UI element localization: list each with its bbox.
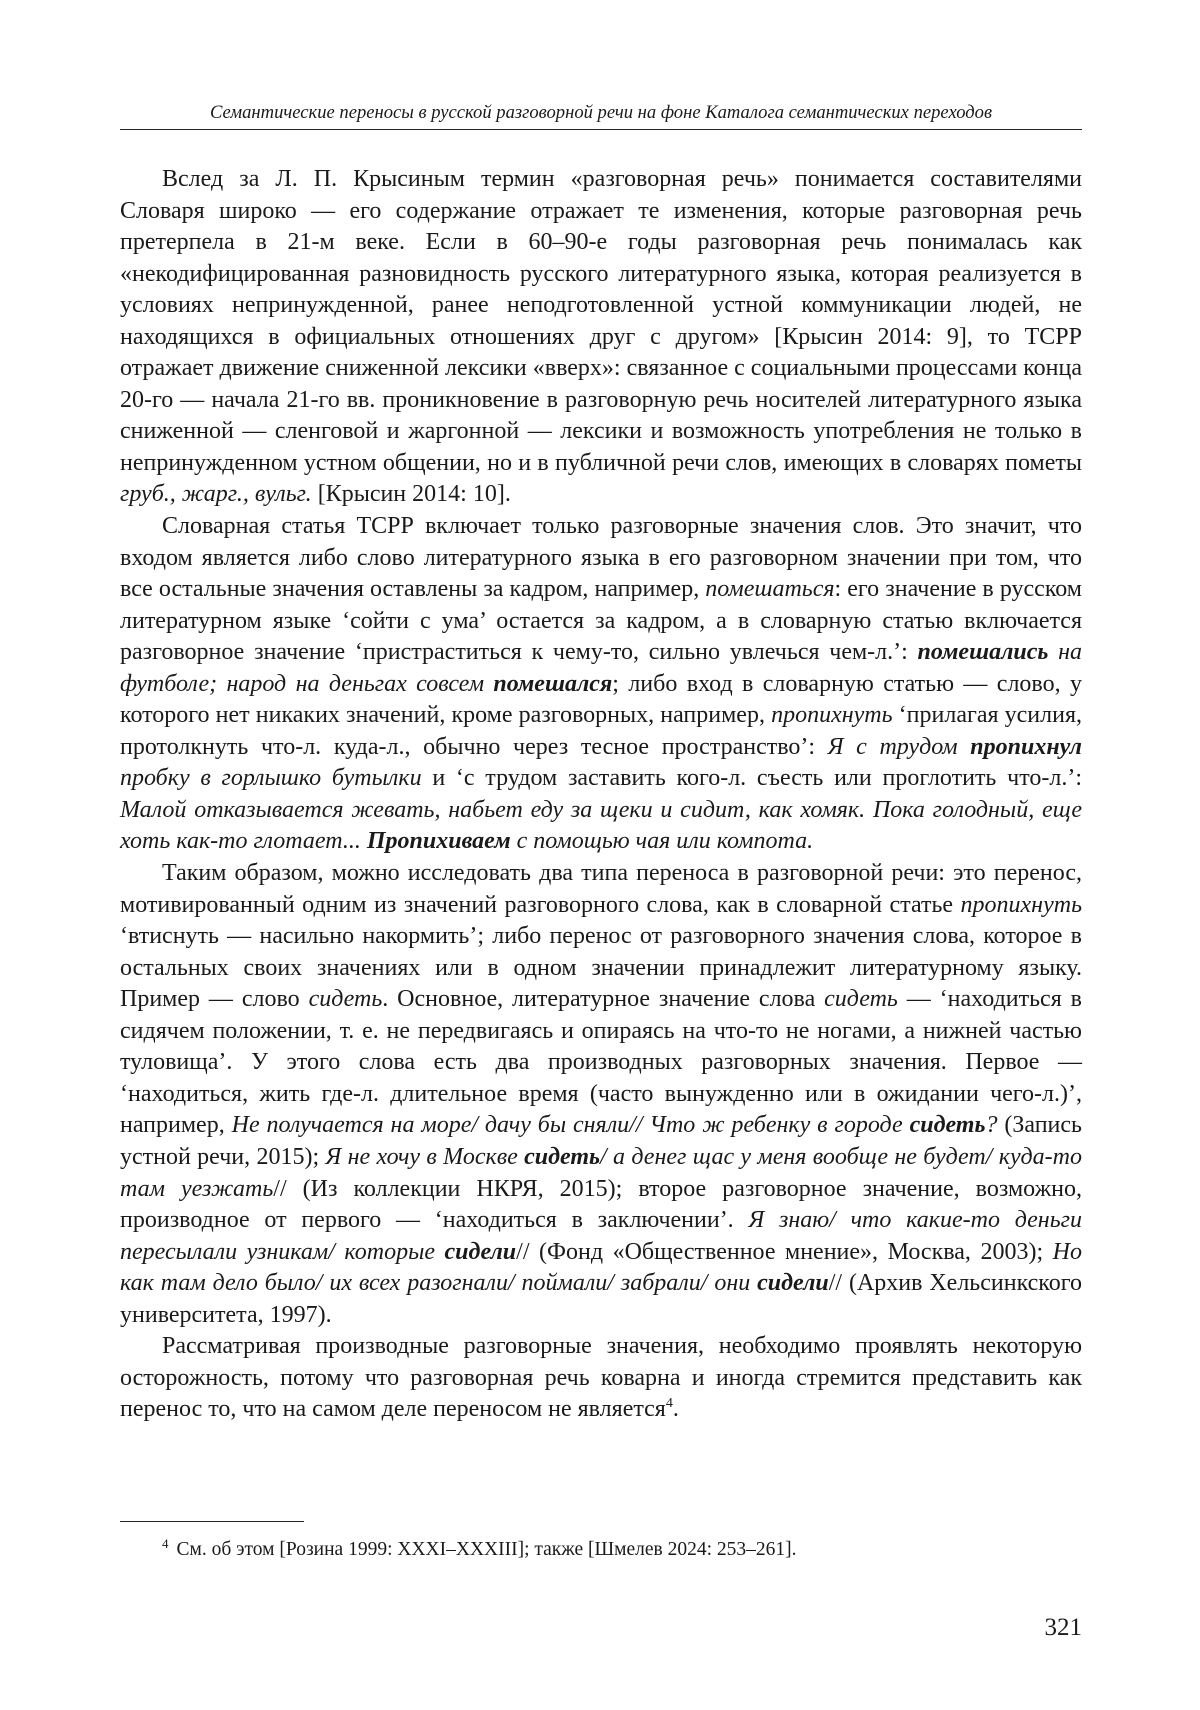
- text-run: сидеть: [824, 986, 898, 1013]
- body-text: [120, 164, 1082, 1426]
- text-run: (Запись устной речи, 2015);: [120, 1112, 1082, 1170]
- text-run: пробку в горлышко бутылки: [120, 765, 422, 792]
- footnote-text: См. об этом [Розина 1999: XXXI–XXXIII]; также [Шмелев 2024: 253–261].: [176, 1539, 797, 1560]
- text-run: : его значение в русском литературном языке ‘сойти с ума’ остается за кадром, а в словарную статью включается разговорное значение ‘пристраститься к чему-то, сильно увлечься чем-л.’:: [120, 576, 1082, 666]
- text-run: с помощью чая или компота.: [510, 828, 814, 855]
- paragraph: [120, 164, 1082, 511]
- text-run: сидели: [757, 1270, 829, 1297]
- text-run: Малой отказывается жевать, набьет еду за щеки и сидит, как хомяк. Пока голодный, еще хоть как-то глотает...: [120, 796, 1082, 855]
- page-number: 321: [1044, 1614, 1082, 1641]
- text-run: пропихнуть: [771, 702, 893, 729]
- text-run: ‘прилагая усилия, протолкнуть что-л. куда-л., обычно через тесное пространство’:: [120, 702, 1082, 760]
- footnote-reference: 4: [665, 1396, 673, 1412]
- text-run: сидеть: [308, 986, 383, 1013]
- text-run: // (Фонд «Общественное мнение», Москва, 2003);: [516, 1238, 1053, 1265]
- text-run: сидеть: [524, 1143, 601, 1170]
- text-run: пропихнул: [970, 733, 1082, 760]
- text-run: — ‘находиться в сидячем положении, т. е. не передвигаясь и опираясь на что-то не ногами, а нижней частью туловища’. У этого слова есть два производных разговорных значения. Первое — ‘находиться, жить где-л. длительное время (часто вынужденно или в ожидании чего-л.)’, например,: [120, 986, 1082, 1139]
- text-run: помешались: [917, 639, 1049, 666]
- footnote-divider: [120, 1521, 304, 1522]
- text-run: . Основное, литературное значение слова: [382, 986, 825, 1013]
- text-run: ‘втиснуть — насильно накормить’; либо перенос от разговорного значения слова, которое в остальных своих значениях или в одном значении принадлежит литературному языку. Пример — слово: [120, 923, 1082, 1013]
- text-run: // (Архив Хельсинкского университета, 1997).: [120, 1270, 1082, 1328]
- text-run: / а денег щас у меня вообще не будет/ куда-то там уезжать: [120, 1143, 1083, 1202]
- text-run: Я с трудом: [827, 733, 971, 760]
- paragraph: [120, 858, 1082, 1331]
- text-run: сидеть: [909, 1112, 986, 1139]
- text-run: Таким образом, можно исследовать два типа переноса в разговорной речи: это перенос, мотивированный одним из значений разговорного слова, как в словарной статье: [120, 860, 1082, 918]
- text-run: пропихнуть: [960, 891, 1082, 918]
- text-run: Я знаю/ что какие-то деньги пересылали узникам/ которые: [120, 1207, 1082, 1265]
- text-run: Словарная статья ТСРР включает только разговорные значения слов. Это значит, что входом является либо слово литературного языка в его разговорном значении при том, что все остальные значения оставлены за кадром, например,: [120, 513, 1082, 603]
- paragraph: [120, 511, 1082, 858]
- text-run: Я не хочу в Москве: [325, 1143, 525, 1170]
- text-run: Пропихиваем: [366, 828, 511, 855]
- text-run: Рассматривая производные разговорные значения, необходимо проявлять некоторую осторожность, потому что разговорная речь коварна и иногда стремится представить как перенос то, что на самом деле переносом не является: [120, 1333, 1082, 1423]
- text-run: [Крысин 2014: 10].: [311, 481, 511, 508]
- text-run: Не получается на море/ дачу бы сняли// Что ж ребенку в городе: [231, 1112, 910, 1139]
- text-run: помешаться: [705, 576, 835, 603]
- footnote-marker: 4: [162, 1536, 169, 1551]
- paragraph: [120, 1331, 1082, 1426]
- text-run: груб., жарг., вульг.: [120, 481, 312, 508]
- footnote: [162, 1537, 1082, 1563]
- text-run: помешался: [493, 670, 613, 697]
- text-run: на футболе; народ на деньгах совсем: [120, 639, 1083, 697]
- text-run: .: [672, 1396, 679, 1423]
- text-run: Вслед за Л. П. Крысиным термин «разговорная речь» понимается составителями Словаря широко — его содержание отражает те изменения, которые разговорная речь претерпела в 21-м веке. Если в 60–90-е годы разговорная речь понималась как «некодифицированная разновидность русского литературного языка, которая реализуется в условиях непринужденной, ранее неподготовленной устной коммуникации людей, не находящихся в официальных отношениях друг с другом» [Крысин 2014: 9], то ТСРР отражает движение сниженной лексики «вверх»: связанное с социальными процессами конца 20-го — начала 21-го вв. проникновение в разговорную речь носителей литературного языка сниженной — сленговой и жаргонной — лексики и возможность употребления не только в непринужденном устном общении, но и в публичной речи слов, имеющих в словарях пометы: [120, 166, 1082, 476]
- text-run: и ‘с трудом заставить кого-л. съесть или проглотить что-л.’:: [421, 765, 1082, 792]
- running-head: Семантические переносы в русской разговорной речи на фоне Каталога семантических переходов: [120, 101, 1082, 130]
- text-run: ; либо вход в словарную статью — слово, у которого нет никаких значений, кроме разговорных, например,: [120, 670, 1082, 729]
- text-run: сидели: [444, 1238, 517, 1265]
- text-run: ?: [985, 1112, 998, 1139]
- text-run: // (Из коллекции НКРЯ, 2015); второе разговорное значение, возможно, производное от первого — ‘находиться в заключении’.: [120, 1175, 1082, 1234]
- text-run: Но как там дело было/ их всех разогнали/ поймали/ забрали/ они: [120, 1238, 1082, 1297]
